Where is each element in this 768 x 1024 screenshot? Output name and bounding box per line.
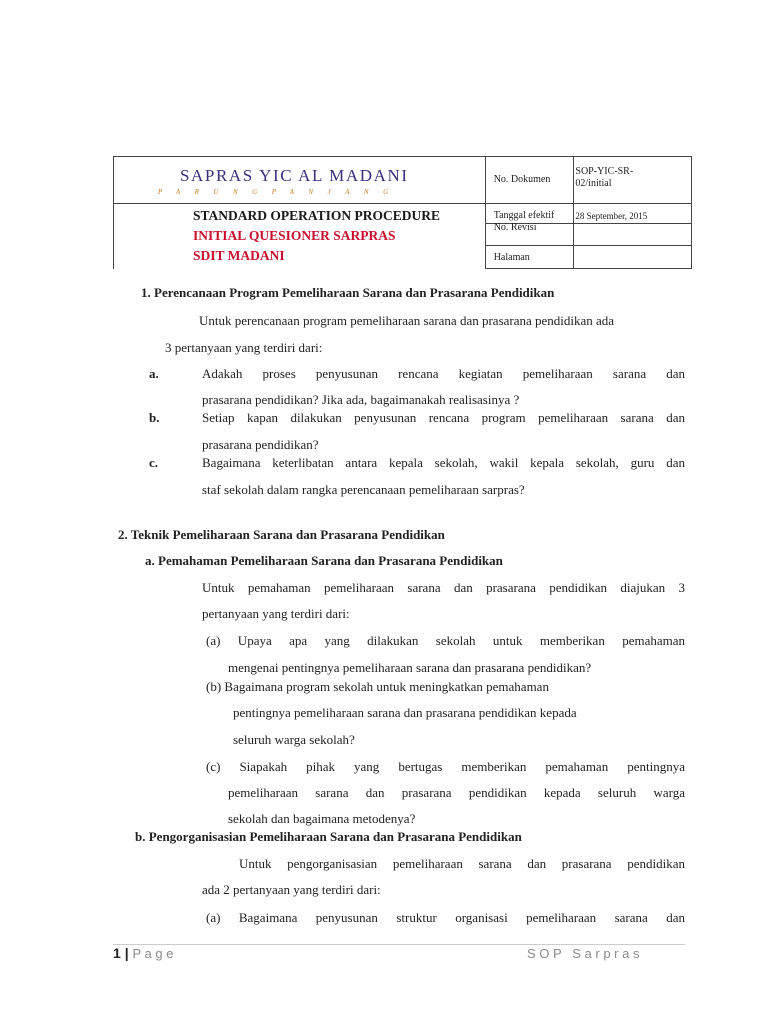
section2-sub-a-intro2: pertanyaan yang terdiri dari: <box>202 606 350 621</box>
section2-sub-a-intro1: Untuk pemahaman pemeliharaan sarana dan prasarana pendidikan diajukan 3 <box>202 580 685 595</box>
tanggal-label-cell <box>485 204 574 224</box>
tanggal-label: Tanggal efektif <box>493 210 555 221</box>
section1-c-marker: c. <box>149 455 159 470</box>
section2-sub-a-heading: a. Pemahaman Pemeliharaan Sarana dan Prasarana Pendidikan <box>145 553 503 568</box>
tanggal-value-cell <box>574 204 692 224</box>
tanggal-value: 28 September, 2015 <box>575 211 648 221</box>
no-dokumen-label: No. Dokumen <box>493 174 551 185</box>
question-a3-line2: pemeliharaan sarana dan prasarana pendidikan kepada seluruh warga <box>228 785 685 800</box>
section1-b-marker: b. <box>149 410 160 425</box>
brand-subtitle: PARUNGPANJANG <box>158 188 403 196</box>
no-dokumen-label-cell <box>485 157 574 204</box>
section1-a-marker: a. <box>149 366 159 381</box>
revisi-label-cell <box>485 224 574 245</box>
question-a2-line2: pentingnya pemeliharaan sarana dan prasarana pendidikan kepada <box>233 705 577 720</box>
question-a2-line3: seluruh warga sekolah? <box>233 732 355 747</box>
page-number: 1 <box>113 945 121 961</box>
brand-title: SAPRAS YIC AL MADANI <box>180 166 409 185</box>
section1-a-line2: prasarana pendidikan? Jika ada, bagaimanakah realisasinya ? <box>202 392 520 407</box>
page-label: P a g e <box>132 946 174 961</box>
revisi-value-cell <box>574 224 692 245</box>
halaman-value-cell <box>574 245 692 268</box>
no-dokumen-value: SOP-YIC-SR-02/initial <box>575 166 634 189</box>
doc-title: INITIAL QUESIONER SARPRAS <box>193 228 396 243</box>
footer-divider <box>113 944 685 945</box>
footer-page <box>113 945 173 961</box>
doc-type: STANDARD OPERATION PROCEDURE <box>193 208 441 223</box>
section1-a-line1: Adakah proses penyusunan rencana kegiatan pemeliharaan sarana dan <box>202 366 685 381</box>
section1-b-line1: Setiap kapan dilakukan penyusunan rencana program pemeliharaan sarana dan <box>202 410 685 425</box>
section1-intro-line1: Untuk perencanaan program pemeliharaan sarana dan prasarana pendidikan ada <box>199 313 615 328</box>
footer-right-label: S O P S a r p r a s <box>527 946 640 961</box>
section1-b-line2: prasarana pendidikan? <box>202 437 319 452</box>
no-dokumen-value-cell <box>574 157 692 204</box>
page-separator: | <box>124 945 129 961</box>
question-a2-line1: (b) Bagaimana program sekolah untuk meningkatkan pemahaman <box>206 679 549 694</box>
question-a3-line3: sekolah dan bagaimana metodenya? <box>228 811 416 826</box>
section1-c-line1: Bagaimana keterlibatan antara kepala sekolah, wakil kepala sekolah, guru dan <box>202 455 685 470</box>
section2-sub-b-heading: b. Pengorganisasian Pemeliharaan Sarana dan Prasarana Pendidikan <box>135 829 522 844</box>
procedure-title-cell <box>114 204 486 269</box>
halaman-label: Halaman <box>493 251 530 263</box>
section2-heading: 2. Teknik Pemeliharaan Sarana dan Prasarana Pendidikan <box>118 527 445 542</box>
section1-c-line2: staf sekolah dalam rangka perencanaan pemeliharaan sarpras? <box>202 482 525 497</box>
document-header-table <box>113 156 692 269</box>
question-a3-line1: (c) Siapakah pihak yang bertugas memberikan pemahaman pentingnya <box>206 759 685 774</box>
section1-heading: 1. Perencanaan Program Pemeliharaan Sarana dan Prasarana Pendidikan <box>141 285 555 300</box>
question-a1-line2: mengenai pentingnya pemeliharaan sarana dan prasarana pendidikan? <box>228 660 592 675</box>
section1-intro-line2: 3 pertanyaan yang terdiri dari: <box>165 340 323 355</box>
school-name: SDIT MADANI <box>193 248 285 263</box>
header-cell-mask <box>114 266 485 269</box>
question-a1-line1: (a) Upaya apa yang dilakukan sekolah untuk memberikan pemahaman <box>206 633 685 648</box>
question-b1-line1: (a) Bagaimana penyusunan struktur organisasi pemeliharaan sarana dan <box>206 910 685 925</box>
section2-sub-b-intro2: ada 2 pertanyaan yang terdiri dari: <box>202 882 381 897</box>
section2-sub-b-intro1: Untuk pengorganisasian pemeliharaan sarana dan prasarana pendidikan <box>239 856 685 871</box>
revisi-label: No. Revisi <box>493 222 537 234</box>
halaman-label-cell <box>485 245 574 268</box>
brand-cell <box>114 157 486 204</box>
